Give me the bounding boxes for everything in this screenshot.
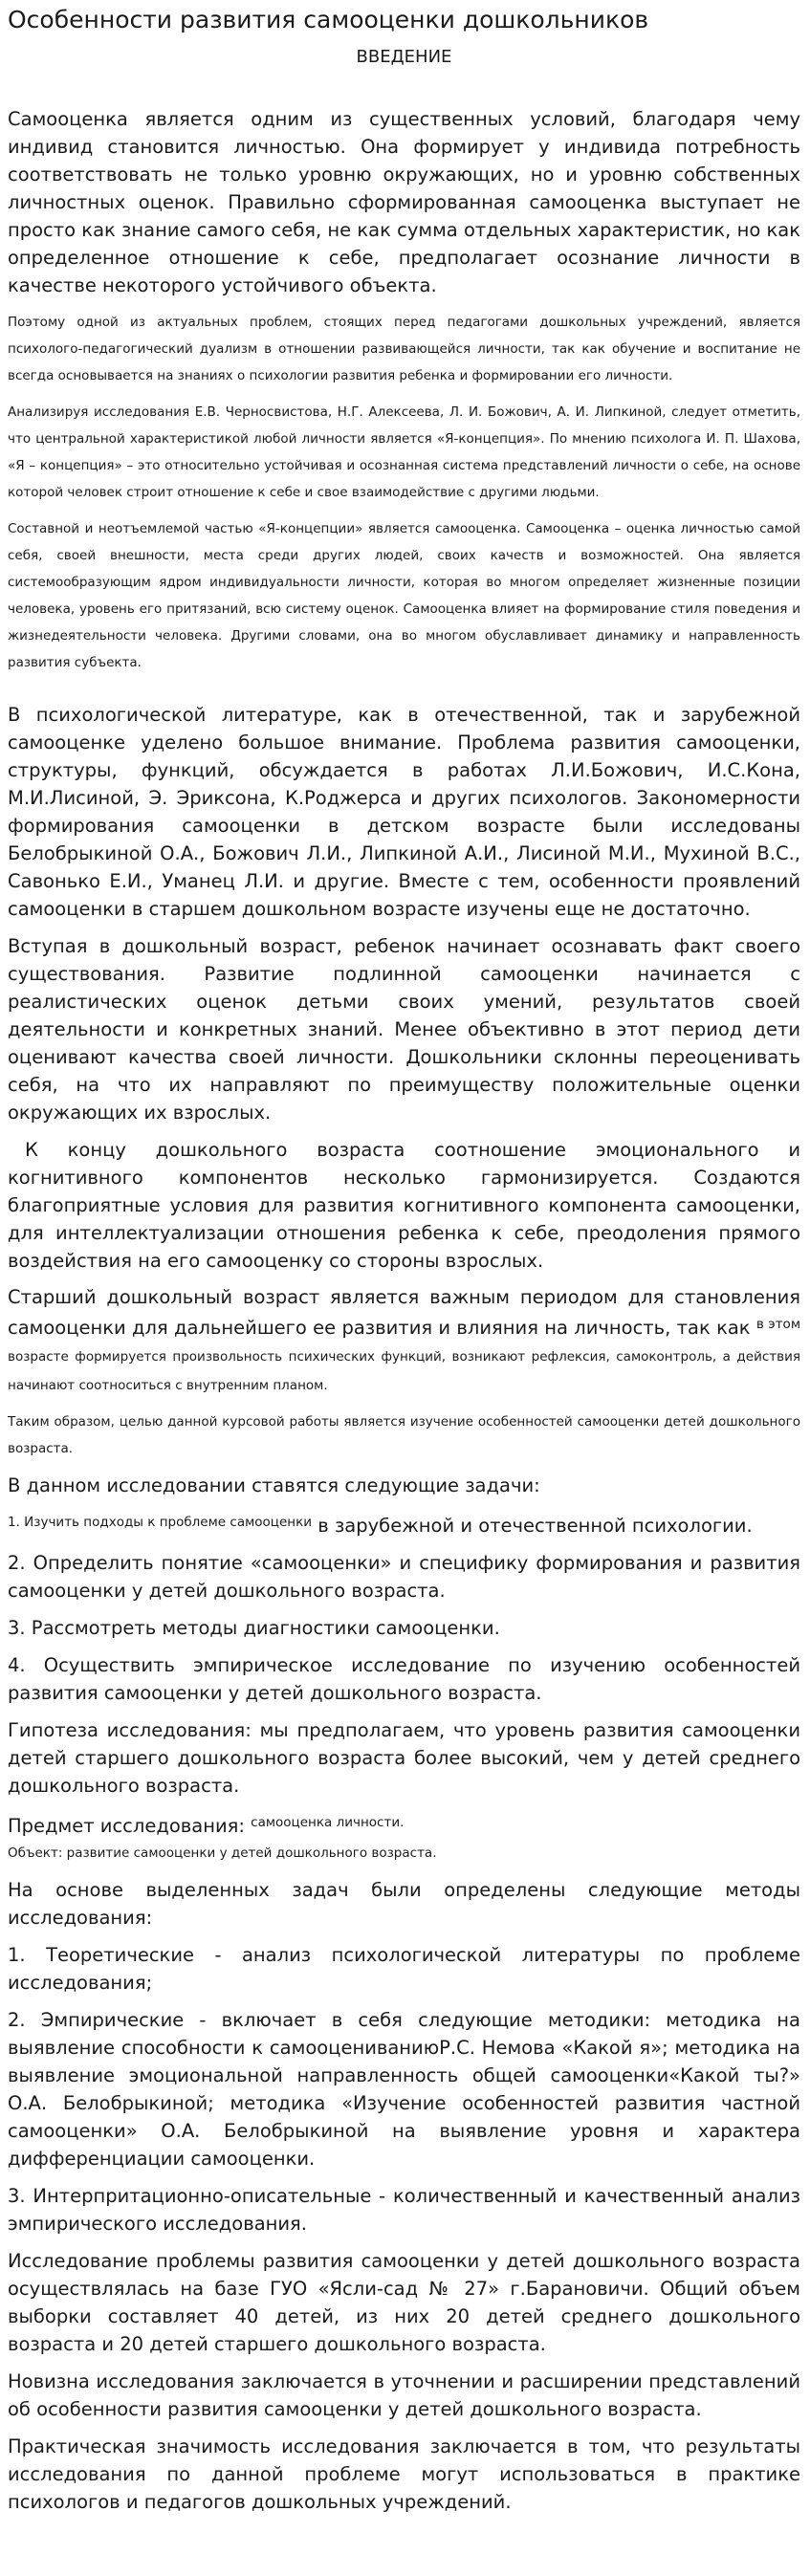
paragraph-8 bbox=[8, 1284, 800, 1399]
method-2: 2. Эмпирические - включает в себя следующие методики: методика на выявление способности к самооцениваниюР.С. Немова «Какой я»; методика на выявление эмоциональной направленность общей самооценки«Какой ты?» О.А. Белобрыкиной; методика «Изучение особенностей развития частной самооценки» О.А. Белобрыкиной на выявление уровня и характера дифференциации самооценки. bbox=[8, 2009, 800, 2170]
paragraph-5: В психологической литературе, как в отечественной, так и зарубежной самооценке уделено большое внимание. Проблема развития самооценки, структуры, функций, обсуждается в работах Л.И.Божович, И.С.Кона, М.И.Лисиной, Э. Эриксона, К.Роджерса и других психологов. Закономерности формирования самооценки в детском возрасте были исследованы Белобрыкиной О.А., Божович Л.И., Липкиной А.И., Лисиной М.И., Мухиной В.С., Савонько Е.И., Уманец Л.И. и другие. Вместе с тем, особенности проявлений самооценки в старшем дошкольном возрасте изучены еще не достаточно. bbox=[8, 704, 800, 920]
task-1-main: в зарубежной и отечественной психологии. bbox=[317, 1515, 753, 1537]
research-base: Исследование проблемы развития самооценки у детей дошкольного возраста осуществлялась на базе ГУО «Ясли-сад № 27» г.Барановичи. Общий объем выборки составляет 40 детей, из них 20 детей среднего дошкольного возраста и 20 детей старшего дошкольного возраста. bbox=[8, 2250, 800, 2355]
tasks-intro: В данном исследовании ставятся следующие задачи: bbox=[8, 1474, 540, 1496]
task-2: 2. Определить понятие «самооценки» и специфику формирования и развития самооценки у детей дошкольного возраста. bbox=[8, 1552, 800, 1602]
paragraph-2: Поэтому одной из актуальных проблем, стоящих перед педагогами дошкольных учреждений, является психолого-педагогический дуализм в отношении развивающейся личности, так как обучение и воспитание не всегда основывается на знаниях о психологии развития ребенка и формировании его личности. bbox=[8, 315, 800, 383]
paragraph-7: К концу дошкольного возраста соотношение эмоционального и когнитивного компонентов несколько гармонизируется. Создаются благоприятные условия для развития когнитивного компонента самооценки, для интеллектуализации отношения ребенка к себе, преодоления прямого воздействия на его самооценку со стороны взрослых. bbox=[8, 1139, 800, 1272]
task-1 bbox=[8, 1509, 800, 1539]
task-3: 3. Рассмотреть методы диагностики самооценки. bbox=[8, 1617, 500, 1639]
subject bbox=[8, 1809, 800, 1840]
task-1-small: 1. Изучить подходы к проблеме самооценки bbox=[8, 1515, 313, 1530]
subject-label: Предмет исследования: bbox=[8, 1815, 245, 1837]
paragraph-6: Вступая в дошкольный возраст, ребенок начинает осознавать факт своего существования. Развитие подлинной самооценки начинается с реалистических оценок детьми своих умений, результатов своей деятельности и конкретных знаний. Менее объективно в этот период дети оценивают качества своей личности. Дошкольники склонны переоценивать себя, на что их направляют по преимуществу положительные оценки окружающих их взрослых. bbox=[8, 935, 800, 1124]
document-title: Особенности развития самооценки дошкольников bbox=[8, 6, 649, 33]
paragraph-8-superscript: в этом bbox=[755, 1317, 801, 1332]
subject-value: самооценка личности. bbox=[251, 1815, 405, 1830]
object: Объект: развитие самооценки у детей дошкольного возраста. bbox=[8, 1845, 437, 1861]
paragraph-3: Анализируя исследования Е.В. Черносвистова, Н.Г. Алексеева, Л. И. Божович, А. И. Липкиной, следует отметить, что центральной характеристикой любой личности является «Я-концепция». По мнению психолога И. П. Шахова, «Я – концепция» – это относительно устойчивая и осознанная система представлений личности о себе, на основе которой человек строит отношение к себе и свое взаимодействие с другими людьми. bbox=[8, 404, 800, 500]
method-3: 3. Интерпритационно-описательные - количественный и качественный анализ эмпирического исследования. bbox=[8, 2185, 800, 2235]
document-page bbox=[0, 6, 810, 2516]
methods-intro: На основе выделенных задач были определены следующие методы исследования: bbox=[8, 1879, 800, 1929]
paragraph-4: Составной и неотъемлемой частью «Я-концепции» является самооценка. Самооценка – оценка личностью самой себя, своей внешности, места среди других людей, своих качеств и возможностей. Она является системообразующим ядром индивидуальности личности, которая во многом определяет жизненные позиции человека, уровень его притязаний, всю систему оценок. Самооценка влияет на формирование стиля поведения и жизнедеятельности человека. Другими словами, она во многом обуславливает динамику и направленность развития субъекта. bbox=[8, 521, 800, 670]
paragraph-9: Таким образом, целью данной курсовой работы является изучение особенностей самооценки детей дошкольного возраста. bbox=[8, 1414, 800, 1456]
section-heading: ВВЕДЕНИЕ bbox=[356, 47, 452, 67]
paragraph-1: Самооценка является одним из существенных условий, благодаря чему индивид становится личностью. Она формирует у индивида потребность соответствовать не только уровню окружающих, но и уровню собственных личностных оценок. Правильно сформированная самооценка выступает не просто как знание самого себя, не как сумма отдельных характеристик, но как определенное отношение к себе, предполагает осознание личности в качестве некоторого устойчивого объекта. bbox=[8, 108, 800, 296]
method-1: 1. Теоретические - анализ психологической литературы по проблеме исследования; bbox=[8, 1944, 800, 1994]
hypothesis: Гипотеза исследования: мы предполагаем, что уровень развития самооценки детей старшего дошкольного возраста более высокий, чем у детей среднего дошкольного возраста. bbox=[8, 1719, 800, 1797]
paragraph-8-main: Старший дошкольный возраст является важным периодом для становления самооценки для дальнейшего ее развития и влияния на личность, так как bbox=[8, 1286, 800, 1339]
task-4: 4. Осуществить эмпирическое исследование по изучению особенностей развития самооценки у детей дошкольного возраста. bbox=[8, 1654, 800, 1704]
paragraph-8-small: возрасте формируется произвольность психических функций, возникают рефлексия, самоконтроль, а действия начинают соотноситься с внутренним планом. bbox=[8, 1349, 800, 1393]
novelty: Новизна исследования заключается в уточнении и расширении представлений об особенности развития самооценки у детей дошкольного возраста. bbox=[8, 2370, 800, 2420]
practical-significance: Практическая значимость исследования заключается в том, что результаты исследования по данной проблеме могут использоваться в практике психологов и педагогов дошкольных учреждений. bbox=[8, 2435, 800, 2513]
